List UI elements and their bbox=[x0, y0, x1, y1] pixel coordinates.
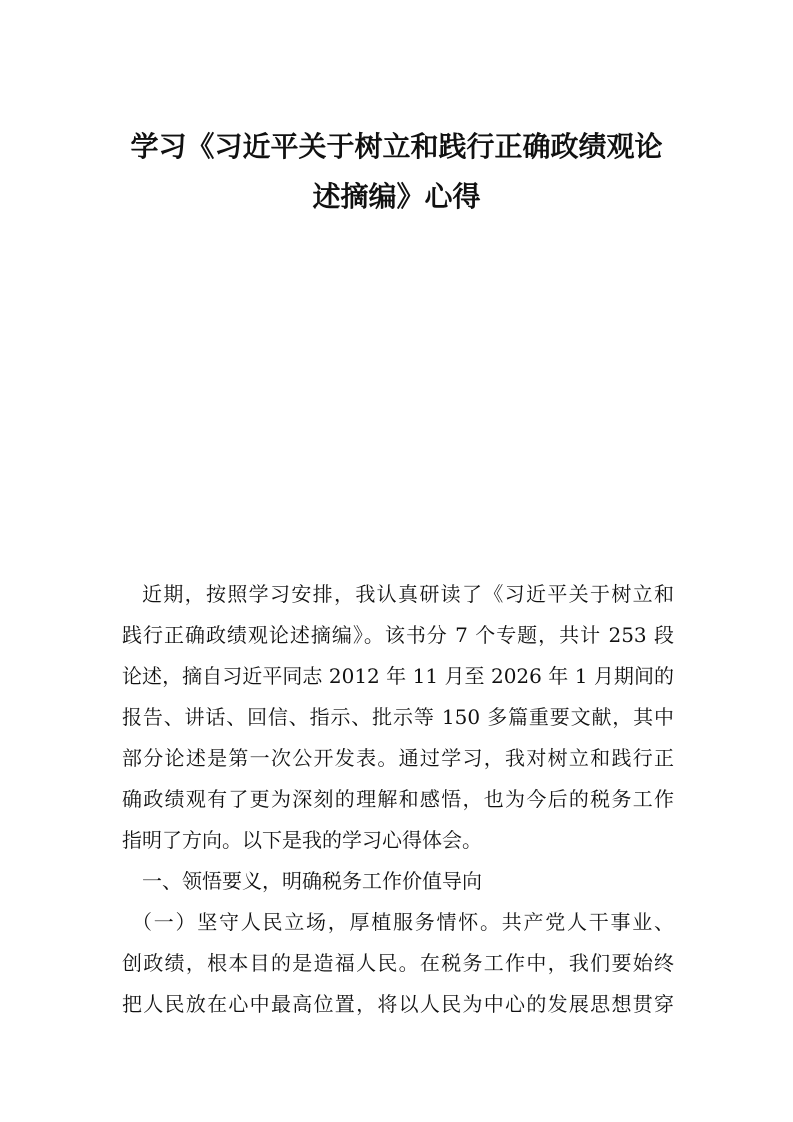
section-heading-block bbox=[122, 861, 674, 902]
text-line: 确政绩观有了更为深刻的理解和感悟，也为今后的税务工作 bbox=[122, 787, 674, 811]
text-line: 报告、讲话、回信、指示、批示等 150 多篇重要文献，其中 bbox=[122, 705, 674, 729]
text-line: 近期，按照学习安排，我认真研读了《习近平关于树立和 bbox=[142, 582, 674, 606]
text-line: 创政绩，根本目的是造福人民。在税务工作中，我们要始终 bbox=[122, 951, 674, 975]
text-line: 把人民放在心中最高位置，将以人民为中心的发展思想贯穿 bbox=[122, 992, 674, 1016]
title-line-2: 述摘编》心得 bbox=[312, 180, 481, 213]
text-line: （一）坚守人民立场，厚植服务情怀。共产党人干事业、 bbox=[132, 910, 674, 934]
subsection-paragraph bbox=[122, 902, 674, 1025]
intro-paragraph bbox=[122, 574, 674, 861]
text-line: 部分论述是第一次公开发表。通过学习，我对树立和践行正 bbox=[122, 746, 674, 770]
text-line: 指明了方向。以下是我的学习心得体会。 bbox=[122, 828, 482, 852]
document-title bbox=[110, 122, 683, 222]
section-heading: 一、领悟要义，明确税务工作价值导向 bbox=[142, 869, 482, 893]
title-line-1: 学习《习近平关于树立和践行正确政绩观论 bbox=[130, 130, 663, 163]
text-line: 论述，摘自习近平同志 2012 年 11 月至 2026 年 1 月期间的 bbox=[122, 664, 674, 688]
document-body bbox=[122, 574, 674, 1025]
text-line: 践行正确政绩观论述摘编》。该书分 7 个专题，共计 253 段 bbox=[122, 623, 674, 647]
